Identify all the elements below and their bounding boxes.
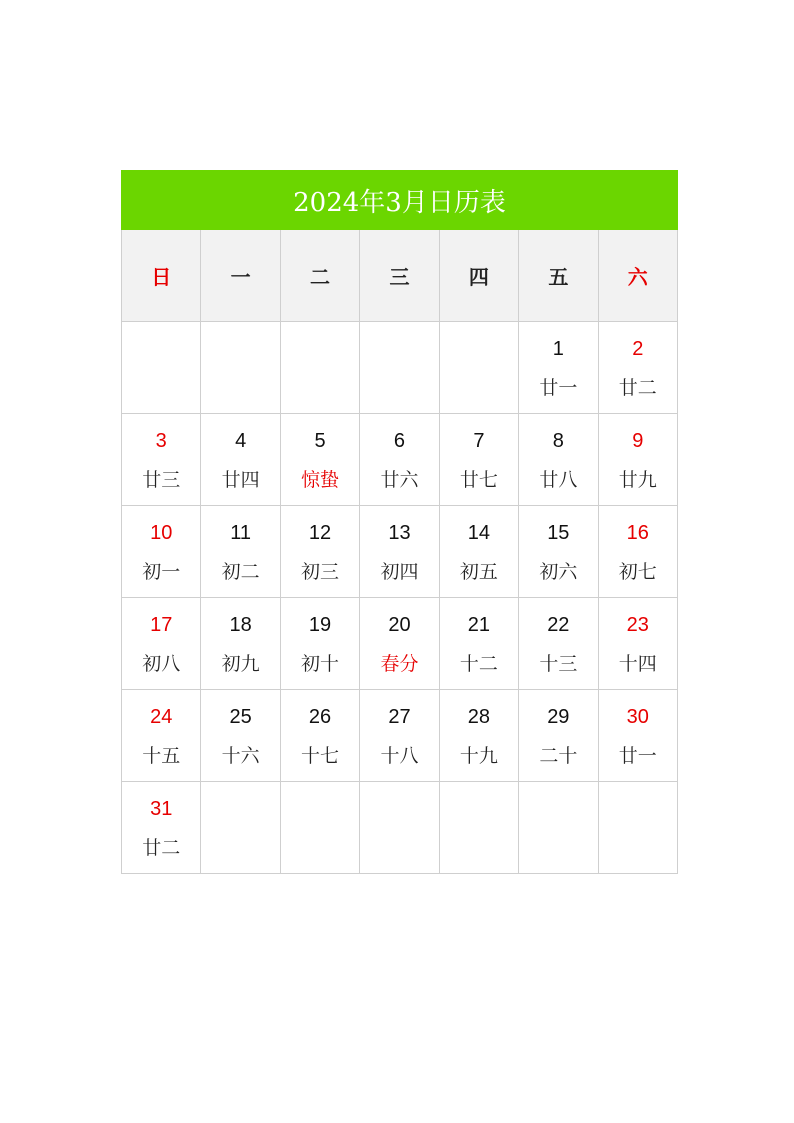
day-number: 12: [308, 522, 332, 544]
empty-day-cell: [360, 782, 439, 874]
day-cell: [201, 690, 280, 782]
day-cell: [598, 414, 677, 506]
day-number: 7: [473, 430, 485, 452]
day-cell: [360, 414, 439, 506]
lunar-date-label: 廿六: [380, 469, 419, 491]
lunar-date-label: 初八: [142, 653, 181, 675]
day-cell: [519, 322, 598, 414]
day-number: 10: [150, 522, 173, 544]
lunar-date-label: 廿八: [539, 469, 578, 491]
lunar-date-label: 廿二: [142, 837, 181, 859]
lunar-date-label: 廿九: [618, 469, 657, 491]
day-cell: [519, 690, 598, 782]
empty-day-cell: [519, 782, 598, 874]
day-number: 19: [308, 614, 332, 636]
weekday-tue: 二: [280, 230, 359, 322]
day-cell: [519, 414, 598, 506]
lunar-date-label: 十三: [539, 653, 578, 675]
lunar-date-label: 初二: [221, 561, 260, 583]
empty-day-cell: [439, 322, 518, 414]
day-number: 1: [552, 338, 564, 360]
day-cell: [201, 598, 280, 690]
lunar-date-label: 初六: [539, 561, 578, 583]
empty-day-cell: [360, 322, 439, 414]
lunar-date-label: 廿七: [459, 469, 498, 491]
day-number: 23: [626, 614, 649, 636]
day-number: 14: [467, 522, 491, 544]
lunar-date-label: 初三: [301, 561, 340, 583]
lunar-date-label: 廿三: [142, 469, 181, 491]
lunar-date-label: 十七: [301, 745, 340, 767]
day-cell: [122, 414, 201, 506]
lunar-date-label: 初七: [618, 561, 657, 583]
weekday-sat: 六: [598, 230, 677, 322]
week-row: [122, 782, 678, 874]
day-number: 5: [314, 430, 326, 452]
lunar-date-label: 十五: [142, 745, 181, 767]
calendar-table: [121, 170, 678, 874]
day-number: 31: [150, 798, 173, 820]
day-number: 4: [235, 430, 247, 452]
day-cell: [280, 506, 359, 598]
day-cell: [519, 598, 598, 690]
day-cell: [519, 506, 598, 598]
day-number: 22: [547, 614, 570, 636]
day-cell: [122, 690, 201, 782]
day-number: 16: [626, 522, 649, 544]
lunar-date-label: 初九: [221, 653, 260, 675]
weekday-fri: 五: [519, 230, 598, 322]
week-row: [122, 322, 678, 414]
day-number: 18: [229, 614, 252, 636]
day-cell: [439, 598, 518, 690]
day-cell: [280, 414, 359, 506]
weekday-mon: 一: [201, 230, 280, 322]
lunar-date-label: 初十: [301, 653, 340, 675]
day-cell: [122, 506, 201, 598]
calendar-title: 2024年3月日历表: [122, 171, 678, 230]
day-cell: [122, 598, 201, 690]
lunar-date-label: 初一: [142, 561, 181, 583]
day-number: 2: [632, 338, 644, 360]
solar-term-label: 春分: [380, 653, 419, 675]
day-cell: [201, 506, 280, 598]
lunar-date-label: 廿一: [618, 745, 657, 767]
day-number: 9: [632, 430, 644, 452]
day-number: 24: [150, 706, 173, 728]
weekday-wed: 三: [360, 230, 439, 322]
day-number: 20: [388, 614, 411, 636]
day-number: 28: [467, 706, 491, 728]
weekday-header-row: [122, 230, 678, 322]
lunar-date-label: 十六: [221, 745, 260, 767]
lunar-date-label: 十四: [618, 653, 657, 675]
day-number: 25: [229, 706, 252, 728]
day-cell: [439, 690, 518, 782]
day-cell: [360, 598, 439, 690]
day-cell: [280, 690, 359, 782]
empty-day-cell: [201, 322, 280, 414]
day-number: 8: [552, 430, 564, 452]
day-cell: [201, 414, 280, 506]
day-number: 15: [547, 522, 570, 544]
day-cell: [360, 690, 439, 782]
week-row: [122, 506, 678, 598]
lunar-date-label: 十八: [380, 745, 419, 767]
empty-day-cell: [598, 782, 677, 874]
calendar-body: [122, 322, 678, 874]
day-cell: [598, 506, 677, 598]
lunar-date-label: 初五: [459, 561, 498, 583]
lunar-date-label: 廿四: [221, 469, 260, 491]
lunar-date-label: 廿一: [539, 377, 578, 399]
day-cell: [439, 414, 518, 506]
week-row: [122, 690, 678, 782]
empty-day-cell: [280, 322, 359, 414]
lunar-date-label: 十九: [459, 745, 498, 767]
day-cell: [439, 506, 518, 598]
lunar-date-label: 廿二: [618, 377, 657, 399]
lunar-date-label: 二十: [539, 745, 578, 767]
weekday-sun: 日: [122, 230, 201, 322]
day-cell: [280, 598, 359, 690]
week-row: [122, 414, 678, 506]
empty-day-cell: [122, 322, 201, 414]
day-number: 30: [626, 706, 649, 728]
day-cell: [598, 690, 677, 782]
empty-day-cell: [439, 782, 518, 874]
solar-term-label: 惊蛰: [301, 469, 340, 491]
day-number: 21: [467, 614, 491, 636]
lunar-date-label: 初四: [380, 561, 419, 583]
day-cell: [360, 506, 439, 598]
day-cell: [598, 598, 677, 690]
day-number: 11: [230, 522, 252, 544]
day-cell: [598, 322, 677, 414]
day-number: 26: [308, 706, 332, 728]
lunar-date-label: 十二: [459, 653, 498, 675]
empty-day-cell: [280, 782, 359, 874]
day-number: 17: [150, 614, 173, 636]
weekday-thu: 四: [439, 230, 518, 322]
day-number: 13: [388, 522, 411, 544]
day-number: 27: [388, 706, 411, 728]
empty-day-cell: [201, 782, 280, 874]
day-number: 29: [547, 706, 570, 728]
day-number: 6: [393, 430, 406, 452]
day-cell: [122, 782, 201, 874]
week-row: [122, 598, 678, 690]
day-number: 3: [155, 430, 167, 452]
